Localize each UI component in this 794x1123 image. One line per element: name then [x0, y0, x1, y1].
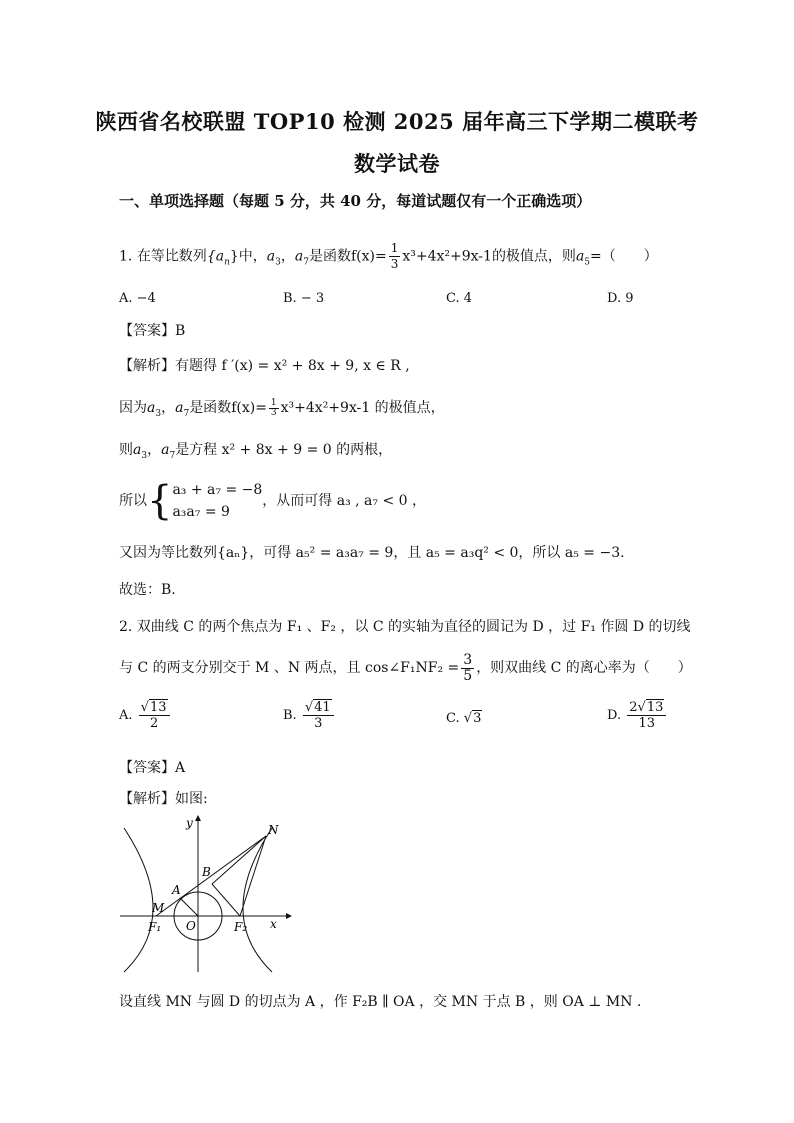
- label-o: O: [186, 919, 196, 933]
- q1-option-d: D. 9: [607, 291, 634, 306]
- q1-answer: 【答案】B: [119, 323, 186, 339]
- exam-subtitle: 数学试卷: [354, 151, 440, 176]
- q1-option-a: A. −4: [119, 291, 156, 306]
- q2-analysis-1: 【解析】如图:: [119, 791, 208, 807]
- q2-option-a: A. $\frac{√13}{2}$: [119, 700, 172, 731]
- q2-answer: 【答案】A: [119, 760, 186, 776]
- line-f1-n: [156, 836, 266, 916]
- q1-analysis-1: 【解析】有题得 f ′(x) = x² + 8x + 9, x ∈ R ,: [119, 358, 410, 374]
- x-axis-arrow: [286, 913, 292, 919]
- line-o-a: [180, 898, 198, 916]
- label-y: y: [186, 816, 193, 830]
- hyperbola-figure: [118, 814, 293, 976]
- q2-option-d: D. $\frac{2√13}{13}$: [607, 700, 668, 731]
- q1-analysis-3: 则$a_3$，$a_7$是方程 x² + 8x + 9 = 0 的两根，: [119, 442, 393, 461]
- label-n: N: [268, 823, 279, 837]
- label-m: M: [152, 901, 165, 915]
- q1-analysis-5: 又因为等比数列{aₙ}，可得 a₅² = a₃a₇ = 9，且 a₅ = a₃q² < 0，所以 a₅ = −3.: [119, 545, 625, 561]
- label-x: x: [270, 917, 277, 931]
- q1-option-c: C. 4: [446, 291, 473, 306]
- q2-analysis-last: 设直线 MN 与圆 D 的切点为 A ，作 F₂B ∥ OA ，交 MN 于点 B ，则 OA ⊥ MN .: [119, 994, 642, 1010]
- section-heading: 一、单项选择题（每题 5 分，共 40 分，每道试题仅有一个正确选项）: [119, 192, 592, 210]
- q1-analysis-4: 所以{ a₃ + a₇ = −8 a₃a₇ = 9 ，从而可得 a₃ , a₇ < 0 ，: [119, 478, 426, 524]
- label-a: A: [172, 883, 181, 897]
- q1-number: 1.: [119, 248, 133, 265]
- y-axis-arrow: [195, 815, 201, 821]
- q2-stem-line2: 与 C 的两支分别交于 M 、N 两点，且 cos∠F₁NF₂ = $\frac{3}{5}$ ，则双曲线 C 的离心率为（ ）: [119, 651, 692, 684]
- q1-analysis-2: 因为$a_3$，$a_7$是函数f(x)= $\frac{1}{3}$ x³+4x²+9x-1 的极值点，: [119, 397, 445, 419]
- label-f1: F₁: [148, 920, 162, 934]
- q1-stem: 1. 在等比数列$\{a_n\}$中，$a_3$，$a_7$是函数f(x)= $\frac{1}{3}$ x³+4x²+9x-1的极值点，则$a_5=$（ ）: [119, 241, 658, 271]
- q2-option-c: C. √3: [446, 711, 482, 726]
- label-f2: F₂: [234, 920, 248, 934]
- hyperbola-left-branch: [124, 828, 153, 972]
- q2-stem-line1: 2. 双曲线 C 的两个焦点为 F₁ 、F₂ ，以 C 的实轴为直径的圆记为 D ，过 F₁ 作圆 D 的切线: [119, 619, 691, 635]
- system-brace: {: [147, 478, 173, 524]
- q1-option-b: B. − 3: [283, 291, 325, 306]
- label-b: B: [202, 865, 211, 879]
- q2-option-b: B. $\frac{√41}{3}$: [283, 700, 336, 731]
- exam-title: 陕西省名校联盟 TOP10 检测 2025 届年高三下学期二模联考: [95, 109, 699, 134]
- q1-conclusion: 故选：B.: [119, 582, 176, 598]
- equation-system: a₃ + a₇ = −8 a₃a₇ = 9: [172, 482, 263, 520]
